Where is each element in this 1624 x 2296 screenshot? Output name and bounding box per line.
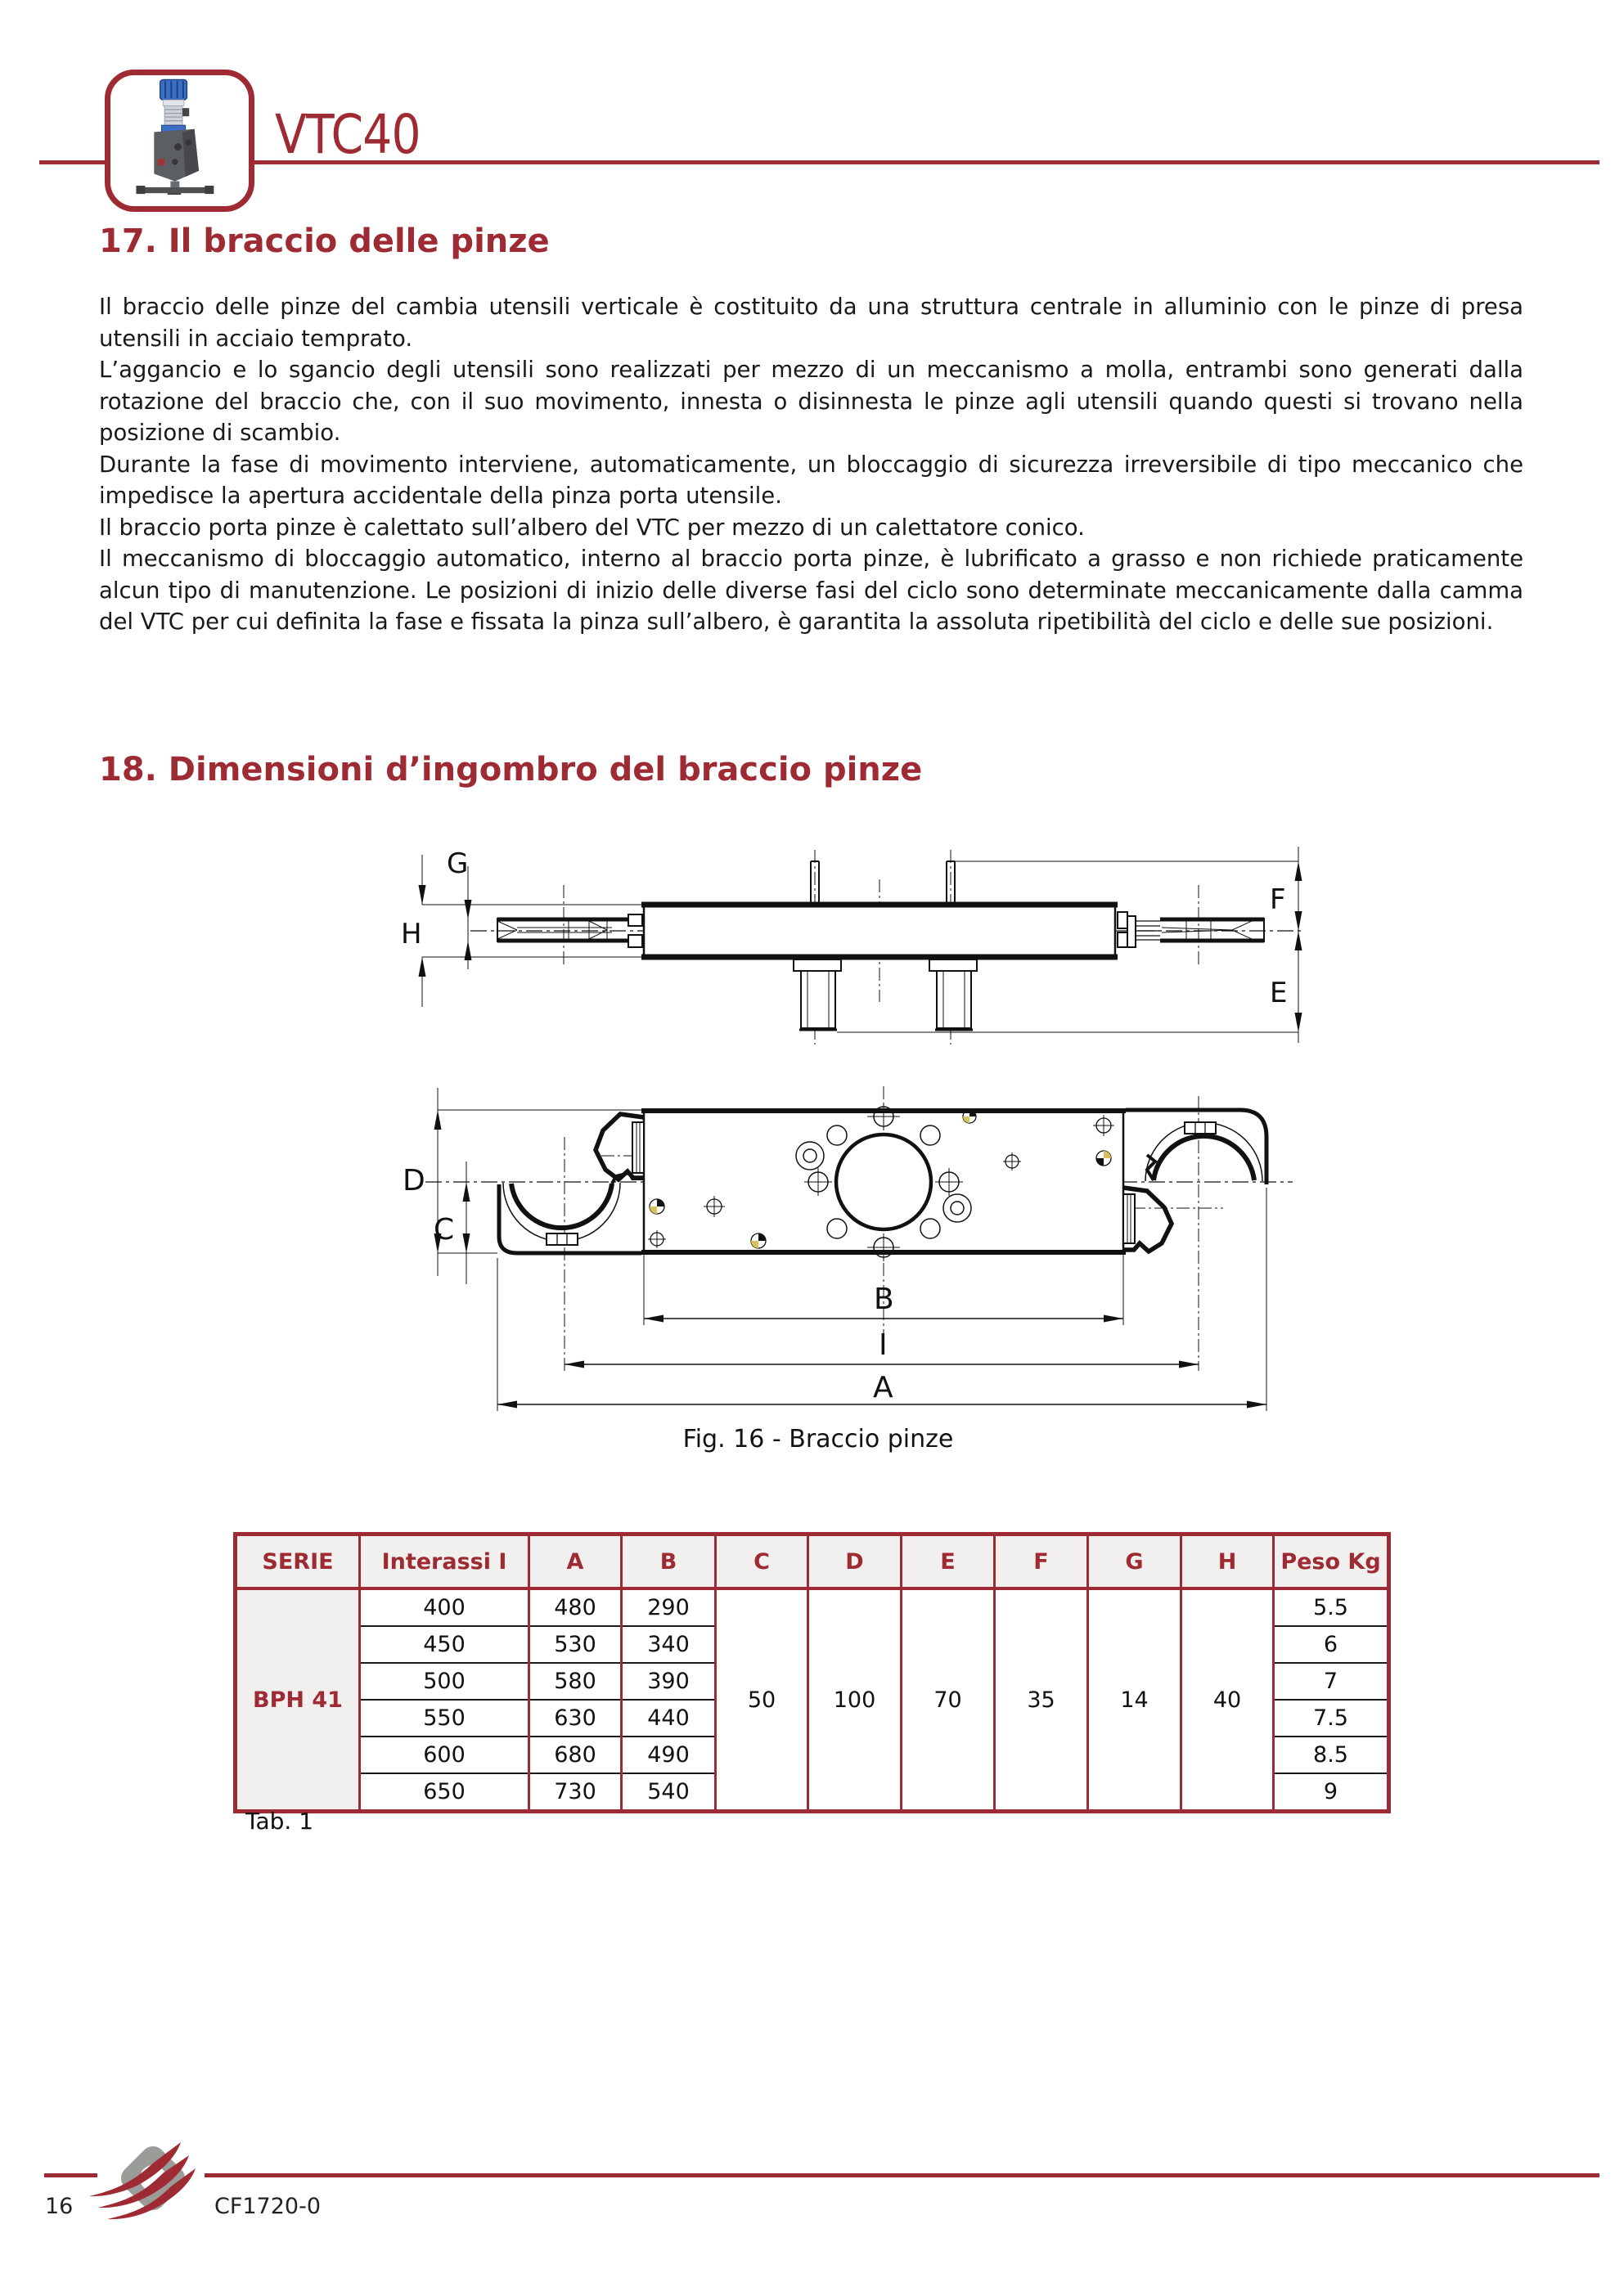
cell-interassi: 600 — [360, 1737, 529, 1773]
col-header-h: H — [1181, 1534, 1274, 1589]
bottom-legs — [794, 959, 977, 1030]
cell-b: 490 — [622, 1737, 716, 1773]
cell-c: 50 — [716, 1588, 808, 1812]
cell-e: 70 — [902, 1588, 995, 1812]
cell-g: 14 — [1088, 1588, 1181, 1812]
table-row — [236, 1588, 1389, 1626]
cell-b: 390 — [622, 1663, 716, 1700]
col-header-g: G — [1088, 1534, 1181, 1589]
cell-peso: 7 — [1274, 1663, 1389, 1700]
left-clamp-jaw — [596, 1114, 644, 1179]
cell-interassi: 550 — [360, 1700, 529, 1737]
dim-label-F: F — [1270, 883, 1286, 916]
paragraph: Il braccio delle pinze del cambia utensili verticale è costituito da una struttura centrale in alluminio con le pinze di presa utensili in acciaio temprato. — [99, 294, 1523, 352]
arm-body — [641, 904, 1118, 958]
cell-a: 480 — [529, 1588, 622, 1626]
section-17-heading: 17. Il braccio delle pinze — [99, 222, 550, 260]
central-plate — [641, 1110, 1126, 1253]
cell-peso: 8.5 — [1274, 1737, 1389, 1773]
paragraph: L’aggancio e lo sgancio degli utensili sono realizzati per mezzo di un meccanismo a molla, entrambi sono generati dalla rotazione del braccio che, con il suo movimento, innesta o disinnesta le pinze agli utensili quando questi si trovano nella posizione di scambio. — [99, 357, 1523, 446]
section-18-heading: 18. Dimensioni d’ingombro del braccio pinze — [99, 751, 923, 789]
cell-b: 340 — [622, 1626, 716, 1663]
cell-d: 100 — [808, 1588, 902, 1812]
product-photo-frame — [105, 70, 254, 212]
drawing-plan-view — [401, 1080, 1350, 1448]
col-header-f: F — [995, 1534, 1088, 1589]
cell-interassi: 650 — [360, 1773, 529, 1812]
cell-peso: 9 — [1274, 1773, 1389, 1812]
top-pins — [811, 861, 955, 904]
cell-b: 540 — [622, 1773, 716, 1812]
col-header-serie: SERIE — [236, 1534, 360, 1589]
col-header-c: C — [716, 1534, 808, 1589]
document-code: CF1720-0 — [214, 2194, 322, 2219]
dim-label-G: G — [447, 847, 469, 880]
col-header-peso: Peso Kg — [1274, 1534, 1389, 1589]
header-rule — [39, 160, 1599, 164]
product-photo — [110, 75, 237, 195]
table-caption: Tab. 1 — [245, 1808, 314, 1835]
right-clamp-jaw — [1123, 1188, 1172, 1251]
dim-label-D: D — [403, 1164, 425, 1197]
dim-label-A: A — [873, 1371, 893, 1404]
dim-C — [463, 1161, 470, 1284]
cell-b: 290 — [622, 1588, 716, 1626]
drawing-side-view — [401, 838, 1342, 1061]
cell-h: 40 — [1181, 1588, 1274, 1812]
footer-rule-right — [205, 2173, 1599, 2177]
cell-a: 530 — [529, 1626, 622, 1663]
col-header-a: A — [529, 1534, 622, 1589]
cell-a: 730 — [529, 1773, 622, 1812]
dim-G — [465, 866, 472, 969]
cell-a: 630 — [529, 1700, 622, 1737]
col-header-b: B — [622, 1534, 716, 1589]
dim-label-I: I — [879, 1328, 888, 1362]
left-gripper — [499, 1173, 643, 1253]
dim-label-E: E — [1270, 977, 1288, 1009]
dim-label-C: C — [434, 1213, 455, 1247]
cell-peso: 5.5 — [1274, 1588, 1389, 1626]
series-cell: BPH 41 — [236, 1588, 360, 1812]
col-header-interassi: Interassi I — [360, 1534, 529, 1589]
cell-a: 580 — [529, 1663, 622, 1700]
col-header-d: D — [808, 1534, 902, 1589]
figure-caption: Fig. 16 - Braccio pinze — [682, 1425, 954, 1454]
company-logo — [86, 2139, 217, 2225]
paragraph: Durante la fase di movimento interviene, automaticamente, un bloccaggio di sicurezza irreversibile di tipo meccanico che impedisce la apertura accidentale della pinza porta utensile. — [99, 451, 1523, 509]
cell-peso: 7.5 — [1274, 1700, 1389, 1737]
dimension-table — [233, 1532, 1391, 1813]
page-number: 16 — [45, 2194, 74, 2219]
cell-interassi: 450 — [360, 1626, 529, 1663]
right-gripper — [1126, 1110, 1266, 1184]
cell-a: 680 — [529, 1737, 622, 1773]
table-header-row — [236, 1534, 1389, 1589]
paragraph: Il braccio porta pinze è calettato sull’albero del VTC per mezzo di un calettatore conico. — [99, 514, 1085, 541]
right-shaft — [1118, 912, 1264, 947]
cell-b: 440 — [622, 1700, 716, 1737]
dim-label-B: B — [874, 1283, 894, 1316]
cell-peso: 6 — [1274, 1626, 1389, 1663]
paragraph: Il meccanismo di bloccaggio automatico, interno al braccio porta pinze, è lubrificato a grasso e non richiede praticamente alcun tipo di manutenzione. Le posizioni di inizio delle diverse fasi del ciclo sono determinate meccanicamente dalla camma del VTC per cui definita la fase e fissata la pinza sull’albero, è garantita la assoluta ripetibilità del ciclo e delle sue posizioni. — [99, 546, 1523, 635]
cell-interassi: 400 — [360, 1588, 529, 1626]
col-header-e: E — [902, 1534, 995, 1589]
brand-mark — [158, 159, 164, 165]
dim-label-H: H — [401, 918, 422, 950]
cell-f: 35 — [995, 1588, 1088, 1812]
cell-interassi: 500 — [360, 1663, 529, 1700]
page-title: VTC40 — [275, 103, 421, 166]
section-17-body — [99, 291, 1523, 638]
